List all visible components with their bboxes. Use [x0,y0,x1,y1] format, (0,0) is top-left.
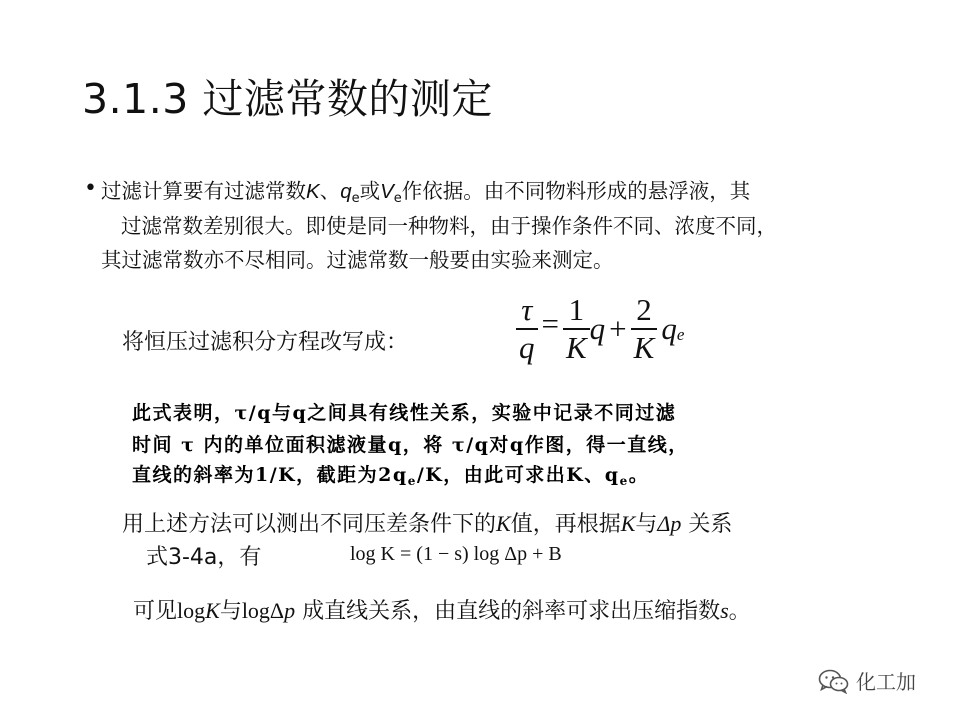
text-segment: 直线的斜率为1/K，截距为2q [132,464,408,486]
text-segment: 。 [728,599,751,624]
text-segment: 与 [635,512,658,537]
text-segment: 过滤计算要有过滤常数 [101,179,306,203]
subscript-e: e [407,474,417,488]
var-q: q [340,180,352,203]
var-K: K [620,511,636,536]
term2-var: q [661,311,677,346]
term1-denominator: K [565,330,587,365]
text-segment: 与logΔ [219,598,285,623]
fraction-term1 [563,292,590,366]
var-K: K [306,180,320,203]
fraction-lhs [516,292,538,366]
slide-title: 3.1.3 过滤常数的测定 [82,75,493,123]
conclusion-line [133,594,751,625]
text-segment: 值，再根据 [510,512,621,537]
var-K: K [496,511,511,536]
equation-label: 将恒压过滤积分方程改写成： [122,330,409,355]
text-segment: 关系 [681,512,733,537]
method-line-1 [122,507,732,538]
note-line-1: 此式表明，τ/q与q之间具有线性关系，实验中记录不同过滤 [132,402,677,424]
plus-sign: + [609,311,627,346]
lhs-numerator: τ [521,292,533,327]
subscript-e: e [393,191,402,206]
bullet-line-1 [101,174,750,206]
var-V: V [380,180,394,203]
var-p: p [284,598,296,623]
text-segment: 或 [359,179,381,203]
text-segment: 作依据。由不同物料形成的悬浮液，其 [401,179,751,203]
subscript-e: e [619,474,629,488]
var-s: s [720,598,729,623]
fraction-term2 [631,292,658,366]
bullet-marker: • [84,176,97,201]
note-line-2: 时间 τ 内的单位面积滤液量q，将 τ/q对q作图，得一直线， [132,434,689,456]
text-segment: 成直线关系，由直线的斜率可求出压缩指数 [295,599,721,624]
method-line-2: 式3-4a，有 [146,545,262,570]
subscript-e: e [351,191,360,206]
bullet-line-2: 过滤常数差别很大。即使是同一种物料，由于操作条件不同、浓度不同， [121,214,777,238]
text-segment: 可见log [133,598,206,623]
note-line-3 [132,460,649,488]
wechat-icon [818,668,850,694]
watermark-label: 化工加 [856,670,916,694]
term2-numerator: 2 [636,292,652,327]
var-K: K [205,598,220,623]
bullet-line-3: 其过滤常数亦不尽相同。过滤常数一般要由实验来测定。 [101,248,614,272]
equals-sign: = [541,305,559,341]
text-segment: /K，由此可求出K、q [416,464,620,486]
text-segment: 用上述方法可以测出不同压差条件下的 [122,512,497,537]
term1-numerator: 1 [568,292,585,327]
watermark [818,666,916,695]
term1-var: q [589,311,606,346]
rewritten-equation [516,292,684,372]
var-delta-p: Δp [657,511,682,536]
log-equation: log K = (1 − s) log Δp + B [350,543,562,565]
term2-subscript: e [676,325,685,344]
text-segment: 。 [628,464,650,486]
lhs-denominator: q [519,330,535,365]
text-segment: 、 [319,179,341,203]
term2-denominator: K [633,330,655,365]
